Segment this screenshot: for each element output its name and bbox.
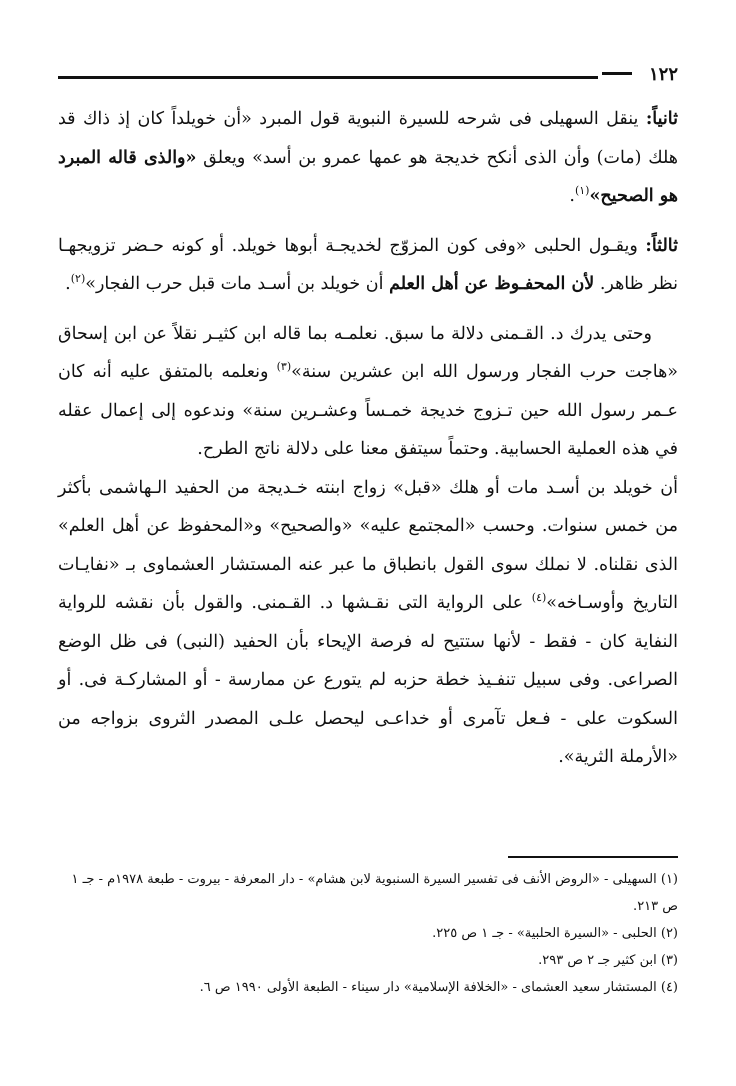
paragraph-end: . — [65, 274, 71, 294]
paragraph-text-continued: ونعلمه بالمتفق عليه أنه كان عـمر رسول الله حين تـزوج خديجة خمـساً وعشـرين سنة» وندعوه إلى إعمال عقله في هذه العملية الحسابية. وحتماً سيتفق معنا على دلالة ناتج الطرح. — [58, 362, 678, 459]
footnote-3: (٣) ابن كثير جـ ٢ ص ٢٩٣. — [538, 953, 678, 968]
paragraph-text: ينقل السهيلى فى شرحه للسيرة النبوية قول المبرد «أن خويلداً كان إذ ذاك قد هلك (مات) وأن الذى أنكح خديجة هو عمها عمرو بن أسد» ويعلق — [58, 109, 678, 168]
paragraph-end: . — [569, 186, 575, 206]
paragraph-text: وحتى يدرك د. القـمنى دلالة ما سبق. نعلمـه بما قاله ابن كثيـر نقلاً عن ابن إسحاق «هاجت حرب الفجار ورسول الله ابن عشرين سنة» — [58, 323, 678, 382]
page-number: ١٢٢ — [648, 64, 678, 85]
footnote-1: (١) السهيلى - «الروض الأنف فى تفسير السيرة السنبوية لابن هشام» - دار المعرفة - بيروت - طبعة ١٩٧٨م - جـ ١ ص ٢١٣. — [71, 872, 678, 914]
footnote-4: (٤) المستشار سعيد العشماى - «الخلافة الإسلامية» دار سيناء - الطبعة الأولى ١٩٩٠ ص ٦. — [199, 980, 678, 995]
footnote-separator — [508, 856, 678, 858]
bold-quote: «والذى قاله المبرد هو الصحيح» — [58, 147, 678, 206]
paragraph-text: ويقـول الحلبى «وفى كون المزوّج لخديجـة أبوها خويلد. أو كونه حـضر تزويجهـا نظر ظاهر. — [58, 235, 678, 294]
header-rule — [58, 76, 598, 79]
paragraph-conclusion — [58, 469, 678, 777]
bold-quote: لأن المحفـوظ عن أهل العلم — [389, 274, 595, 294]
footnote-ref-2[interactable]: (٢) — [70, 272, 86, 286]
paragraph-lead: ثانياً: — [645, 109, 678, 129]
paragraph-argument — [58, 315, 678, 469]
paragraph-text: أن خويلد بن أسـد مات أو هلك «قبل» زواج ابنته خـديجة من الحفيد الـهاشمى بأكثر من خمس سنوات. وحسب «المجتمع عليه» «والصحيح» و«المحفوظ عن أهل العلم» الذى نقلناه. لا نملك سوى القول بانطباق ما عبر عنه المستشار العشماوى بـ «نفايـات التاريخ وأوسـاخه» — [58, 477, 679, 613]
footnote-ref-1[interactable]: (١) — [574, 184, 590, 198]
footnote-2: (٢) الحلبى - «السيرة الحلبية» - جـ ١ ص ٢٢٥. — [432, 926, 678, 941]
paragraph-text-continued: على الرواية التى نقـشها د. القـمنى. والقول بأن نقشه للرواية النفاية كان - فقط - لأنها ستتيح له فرصة الإيحاء بأن الحفيد (النبى) فى ظل الوضع الصراعى. وفى سبيل تنفـيذ خطة حزبه لم يتورع عن ممارسة - أو المشاركـة فى. أو السكوت على - فـعل تآمرى أو خداعـى ليحصل علـى المصدر الثروى بزواجه من «الأرملة الثرية». — [58, 593, 678, 767]
main-text — [58, 100, 678, 777]
footnote-ref-4[interactable]: (٤) — [531, 591, 547, 605]
paragraph-lead: ثالثاً: — [645, 235, 678, 256]
paragraph-second-point — [58, 100, 678, 216]
paragraph-text-continued: أن خويلد بن أسـد مات قبل حرب الفجار» — [85, 274, 390, 294]
footnotes — [58, 866, 678, 1001]
page-header — [58, 62, 678, 92]
header-tick-rule — [602, 72, 632, 75]
footnote-ref-3[interactable]: (٣) — [276, 360, 292, 374]
paragraph-third-point — [58, 227, 678, 304]
